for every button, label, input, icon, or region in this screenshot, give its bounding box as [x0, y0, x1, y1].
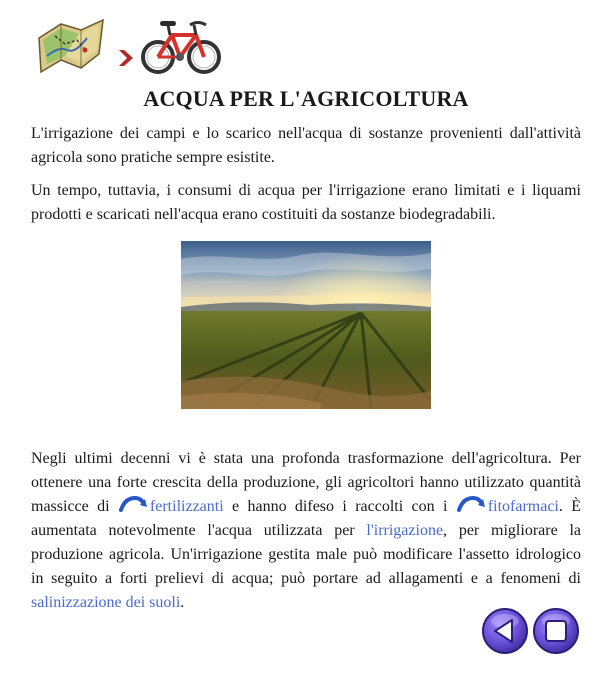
stop-square-icon	[546, 621, 566, 641]
map-icon[interactable]	[35, 16, 107, 74]
paragraph-3	[31, 447, 581, 615]
back-button[interactable]	[481, 607, 529, 655]
chevron-right-icon	[116, 46, 136, 70]
vineyard-photo	[181, 241, 431, 409]
paragraph-2: Un tempo, tuttavia, i consumi di acqua per l'irrigazione erano limitati e i liquami prodotti e scaricati nell'acqua erano costituiti da sostanze biodegradabili.	[31, 182, 581, 223]
bicycle-icon[interactable]	[140, 15, 222, 77]
page-title: ACQUA PER L'AGRICOLTURA	[143, 86, 469, 111]
top-navigation	[0, 0, 612, 86]
link-fertilizzanti-label: fertilizzanti	[149, 498, 224, 515]
link-fitofarmaci[interactable]	[456, 498, 559, 515]
curved-arrow-icon	[118, 495, 148, 513]
paragraph-1: L'irrigazione dei campi e lo scarico nell'acqua di sostanze provenienti dall'attività agricola sono pratiche sempre esistite.	[31, 125, 581, 166]
link-fitofarmaci-label: fitofarmaci	[487, 498, 559, 515]
paragraph-3-text-2: e hanno difeso i raccolti con i	[223, 498, 456, 515]
article-body	[31, 122, 581, 615]
paragraph-3-text-4: , per migliorare la produzione agricola. Un'irrigazione gestita male può modificare l'assetto idrologico in seguito a forti prelievi di acqua; può portare ad allagamenti e a fenomeni di	[31, 522, 581, 587]
paragraph-3-text-3: . È aumentata notevolmente l'acqua utilizzata per	[31, 498, 582, 539]
curved-arrow-icon	[456, 495, 486, 513]
link-irrigazione[interactable]: l'irrigazione	[366, 522, 444, 539]
photo-container	[31, 241, 581, 431]
link-fertilizzanti[interactable]	[118, 498, 224, 515]
paragraph-3-text-1: Negli ultimi decenni vi è stata una profonda trasformazione dell'agricoltura. Per ottenere una forte crescita della produzione, gli agricoltori hanno utilizzato quantità massicce di	[31, 450, 581, 515]
stop-button[interactable]	[532, 607, 580, 655]
paragraph-3-text-5: .	[180, 594, 185, 611]
link-salinizzazione[interactable]: salinizzazione dei suoli	[31, 594, 181, 611]
